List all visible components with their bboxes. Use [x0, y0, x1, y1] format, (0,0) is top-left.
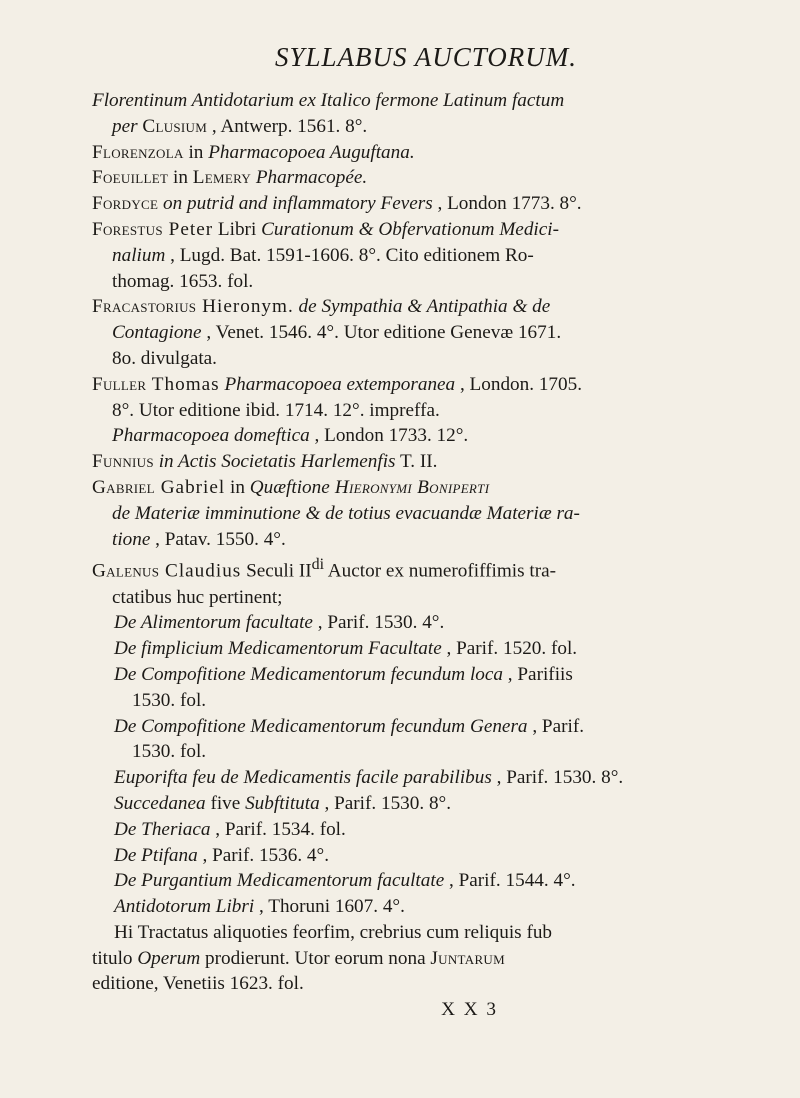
work-succedanea: Succedanea five Subftituta , Parif. 1530. 8°.	[114, 792, 452, 814]
entry-title: on putrid and inflammatory Fevers	[163, 193, 433, 215]
entry-continuation: tione , Patav. 1550. 4°.	[112, 528, 286, 550]
entry-galenus: Galenus Claudius Seculi $II^{di}$ Auctor ex numerofiffimis tra- ctatibus huc pertinent;	[92, 552, 760, 610]
author-forename: Thomas	[146, 373, 220, 395]
entry-title: Pharmacopoea Auguftana.	[208, 141, 415, 163]
entry-continuation: per Clusium , Antwerp. 1561. 8°.	[112, 115, 368, 137]
entry-continuation: Pharmacopoea domeftica , London 1733. 12°.	[112, 425, 469, 447]
entry-continuation: de Materiæ imminutione & de totius evacuandæ Materiæ ra-	[112, 502, 580, 524]
entry-title: Florentinum Antidotarium ex Italico fermone Latinum factum	[92, 90, 565, 111]
entry-title: in Actis Societatis Harlemenfis	[158, 451, 396, 473]
work-compositione-loca: De Compofitione Medicamentorum fecundum loca , Parifiis 1530. fol.	[114, 662, 760, 714]
work-alimentorum: De Alimentorum facultate , Parif. 1530. 4°.	[114, 612, 445, 634]
entry-florentinum	[92, 88, 760, 140]
entry-florenzola: Florenzola in Pharmacopoea Auguftana.	[92, 141, 415, 163]
author-forename: Gabriel	[154, 476, 226, 498]
entry-fracastorius	[92, 294, 760, 371]
entry-title: Quæftione	[249, 476, 330, 498]
author-name: Funnius	[92, 451, 154, 473]
running-header: SYLLABUS AUCTORUM.	[274, 42, 578, 72]
superscript: di	[311, 556, 325, 574]
entry-continuation: thomag. 1653. fol.	[112, 270, 254, 292]
author-name: Florenzola	[92, 141, 184, 163]
entry-continuation: ctatibus huc pertinent;	[112, 586, 283, 608]
author-forename: Peter	[162, 218, 214, 240]
entry-fordyce: Fordyce on putrid and inflammatory Fevers , London 1773. 8°.	[92, 193, 582, 215]
author-name-secondary: Hieronymi Boniperti	[329, 476, 490, 498]
entry-title: Pharmacopée.	[255, 167, 368, 189]
work-compositione-genera: De Compofitione Medicamentorum fecundum Genera , Parif. 1530. fol.	[114, 714, 760, 766]
entry-fuller: Fuller Thomas Pharmacopoea extemporanea , London. 1705. 8°. Utor editione ibid. 1714. 12°. impreffa. Pharmacopoea domeftica , London 1733. 12°.	[92, 372, 760, 449]
author-name: Clusium	[142, 115, 208, 137]
entry-continuation: 1530. fol.	[132, 689, 207, 711]
author-name: Fuller	[92, 373, 147, 395]
author-name: Forestus	[92, 218, 163, 240]
entry-forestus: Forestus Peter Libri Curationum & Obfervationum Medici- nalium , Lugd. Bat. 1591-1606. 8°. Cito editionem Ro- thomag. 1653. fol.	[92, 217, 760, 294]
author-name: Fordyce	[92, 193, 159, 215]
signature-mark: X X 3	[441, 999, 498, 1021]
work-purgantium: De Purgantium Medicamentorum facultate , Parif. 1544. 4°.	[114, 870, 576, 892]
work-antidotorum: Antidotorum Libri , Thoruni 1607. 4°.	[114, 896, 405, 918]
entry-gabriel: Gabriel Gabriel in Quæftione Hieronymi Boniperti de Materiæ imminutione & de totius evacuandæ Materiæ ra- tione , Patav. 1550. 4°.	[92, 475, 760, 552]
work-euporista: Euporifta feu de Medicamentis facile parabilibus , Parif. 1530. 8°.	[114, 767, 624, 789]
work-ptisana: De Ptifana , Parif. 1536. 4°.	[114, 844, 329, 866]
closing-note: Hi Tractatus aliquoties feorfim, crebrius cum reliquis fub titulo Operum prodierunt. Utor eorum nona Juntarum editione, Venetiis 1623. fol.	[92, 921, 553, 995]
bibliography-list	[92, 88, 760, 1023]
author-forename: Hieronym.	[196, 296, 294, 318]
entry-continuation: nalium , Lugd. Bat. 1591-1606. 8°. Cito editionem Ro-	[112, 244, 534, 266]
entry-continuation: 1530. fol.	[132, 741, 207, 763]
entry-foeuillet: Foeuillet in Lemery Pharmacopée.	[92, 167, 368, 189]
entry-funnius: Funnius in Actis Societatis Harlemenfis T. II.	[92, 451, 438, 473]
entry-continuation: Contagione , Venet. 1546. 4°. Utor editione Genevæ 1671.	[112, 322, 562, 344]
author-name-secondary: Lemery	[192, 167, 252, 189]
galenus-works	[92, 610, 760, 920]
entry-title: de Sympathia & Antipathia & de	[298, 296, 551, 318]
work-theriaca: De Theriaca , Parif. 1534. fol.	[114, 818, 346, 840]
entry-title: Curationum & Obfervationum Medici-	[261, 218, 559, 240]
author-name: Gabriel	[92, 476, 155, 498]
entry-continuation: 8o. divulgata.	[112, 347, 217, 369]
author-forename: Claudius	[159, 560, 242, 582]
publisher-name: Juntarum	[430, 947, 505, 969]
author-name: Foeuillet	[92, 167, 169, 189]
work-fimplicium: De fimplicium Medicamentorum Facultate , Parif. 1520. fol.	[114, 638, 578, 660]
author-name: Galenus	[92, 560, 160, 582]
entry-title: Pharmacopoea extemporanea	[224, 373, 456, 395]
entry-continuation: 8°. Utor editione ibid. 1714. 12°. impreffa.	[112, 399, 440, 421]
author-name: Fracastorius	[92, 296, 197, 318]
